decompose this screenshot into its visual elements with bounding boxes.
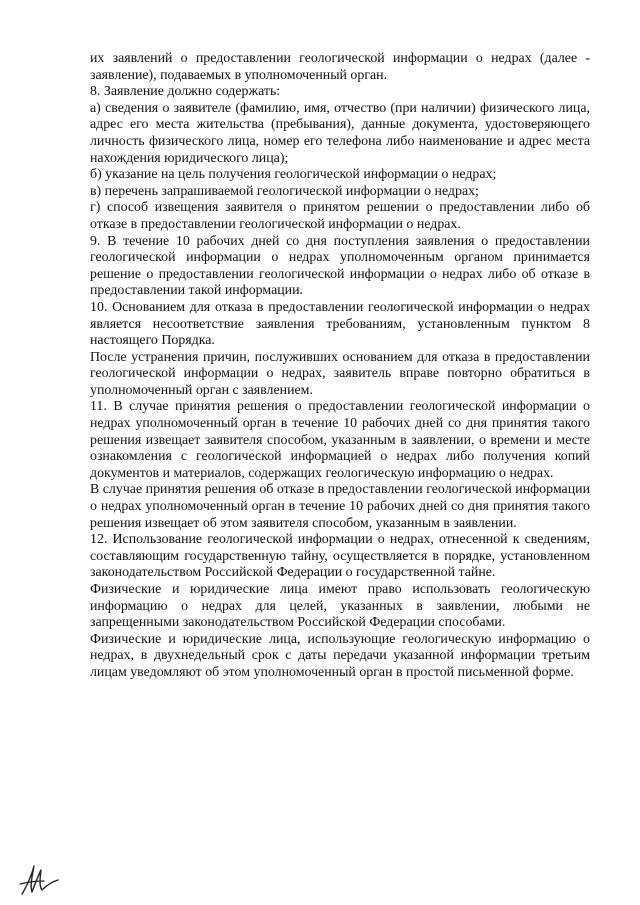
paragraph-item-12: 12. Использование геологической информации о недрах, отнесенной к сведениям, составляющим государственную тайну, осуществляется в порядке, установленном законодательством Российской Федерации о государственной тайне. [90,532,590,581]
paragraph-item-11-refusal: В случае принятия решения об отказе в предоставлении геологической информации о недрах уполномоченный орган в течение 10 рабочих дней со дня принятия такого решения извещает об этом заявителя способом, указанным в заявлении. [90,482,590,531]
paragraph-item-9: 9. В течение 10 рабочих дней со дня поступления заявления о предоставлении геологической информации о недрах уполномоченным органом принимается решение о предоставлении геологической информации о недрах либо об отказе в предоставлении такой информации. [90,233,590,299]
paragraph-item-10: 10. Основанием для отказа в предоставлении геологической информации о недрах является несоответствие заявления требованиям, установленным пунктом 8 настоящего Порядка. [90,299,590,349]
paragraph-item-8g: г) способ извещения заявителя о принятом решении о предоставлении либо об отказе в предоставлении геологической информации о недрах. [90,200,590,232]
paragraph-item-8b: б) указание на цель получения геологической информации о недрах; [90,167,497,183]
paragraph-item-10-reapply: После устранения причин, послуживших основанием для отказа в предоставлении геологической информации о недрах, заявитель вправе повторно обратиться в уполномоченный орган с заявлением. [90,349,590,398]
paragraph-item-11: 11. В случае принятия решения о предоставлении геологической информации о недрах уполномоченный орган в течение 10 рабочих дней со дня принятия такого решения извещает заявителя способом, указанным в заявлении, о времени и месте ознакомления с геологической информацией о недрах либо получения копий документов и материалов, содержащих геологическую информацию о недрах. [90,399,590,481]
paragraph-item-8: 8. Заявление должно содержать: [90,84,281,100]
paragraph-item-12-notification: Физические и юридические лица, использующие геологическую информацию о недрах, в двухнедельный срок с даты передачи указанной информации третьим лицам уведомляют об этом уполномоченный орган в простой письменной форме. [90,631,590,680]
paragraph-item-8a: а) сведения о заявителе (фамилию, имя, отчество (при наличии) физического лица, адрес его места жительства (пребывания), данные документа, удостоверяющего личность физического лица, номер его телефона либо наименование и адрес места нахождения юридического лица); [90,100,590,166]
paragraph-item-12-usage-rights: Физические и юридические лица имеют право использовать геологическую информацию о недрах для целей, указанных в заявлении, любыми не запрещенными законодательством Российской Федерации способами. [90,582,590,631]
paragraph-intro-continuation: их заявлений о предоставлении геологической информации о недрах (далее - заявление), подаваемых в уполномоченный орган. [90,51,590,83]
signature-mark [18,862,62,898]
document-body [90,51,590,682]
paragraph-item-8v: в) перечень запрашиваемой геологической информации о недрах; [90,183,479,199]
